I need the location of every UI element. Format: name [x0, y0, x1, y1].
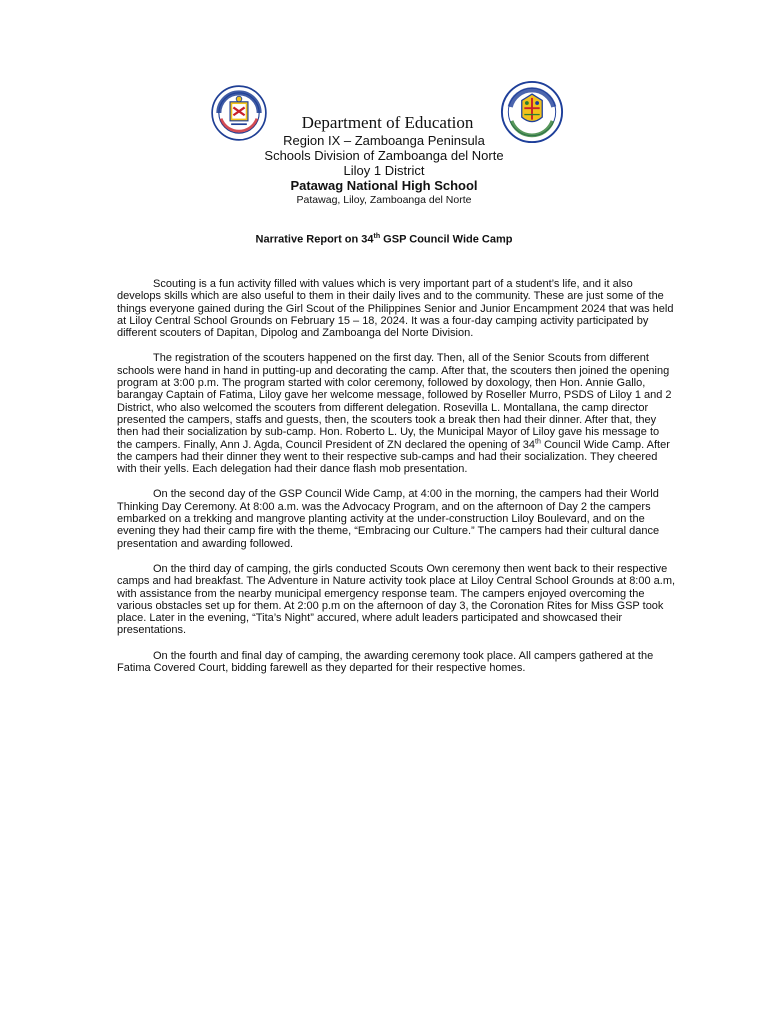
paragraph-2-sup: th [535, 437, 541, 445]
report-title-pre: Narrative Report on 34 [255, 233, 374, 246]
paragraph-2-pre: The registration of the scouters happened on the first day. Then, all of the Senior Scouts from different schools were hand in hand in putting-up and decorating the camp. After that, the scouters then joined the opening program at 3:00 p.m. The program started with color ceremony, followed by doxology, then Hon. Annie Gallo, barangay Captain of Fatima, Liloy gave her welcome message, followed by Roseller Murro, PSDS of Liloy 1 and 2 District, who also welcomed the scouters from different delegation. Rosevilla L. Montallana, the camp director presented the campers, staffs and guests, then, the scouters took a break then had their dinner. After that, they then had their socialization by sub-camp. Hon. Roberto L. Uy, the Municipal Mayor of Liloy gave his message to the campers. Finally, Ann J. Agda, Council President of ZN declared the opening of 34 [117, 352, 672, 451]
region-name: Region IX – Zamboanga Peninsula [283, 133, 485, 148]
report-title-sup: th [373, 233, 381, 240]
paragraph-3: On the second day of the GSP Council Wide Camp, at 4:00 in the morning, the campers had their World Thinking Day Ceremony. At 8:00 a.m. was the Advocacy Program, and on the afternoon of Day 2 the campers embarked on a trekking and mangrove planting activity at the under-construction Liloy Boulevard, and on the evening they had their camp fire with the theme, “Embracing our Culture.” The campers had their cultural dance presentation and awarding followed. [117, 488, 660, 550]
report-title [0, 233, 768, 246]
paragraph-5: On the fourth and final day of camping, the awarding ceremony took place. All campers gathered at the Fatima Covered Court, bidding farewell as they departed for their respective homes. [117, 649, 654, 675]
paragraph-2-post: Council Wide Camp. After the campers had their dinner they went to their respective sub-camps and had their socialization. They cheered with their yells. Each delegation had their dance flash mob presentation. [117, 438, 670, 476]
department-name: Department of Education [301, 113, 474, 132]
report-body [117, 278, 677, 687]
report-title-post: GSP Council Wide Camp [380, 233, 513, 246]
division-name: Schools Division of Zamboanga del Norte [264, 148, 504, 163]
paragraph-2 [117, 352, 677, 475]
school-name: Patawag National High School [290, 178, 478, 193]
district-name: Liloy 1 District [343, 163, 425, 178]
letterhead [0, 113, 768, 207]
paragraph-4: On the third day of camping, the girls conducted Scouts Own ceremony then went back to their respective camps and had breakfast. The Adventure in Nature activity took place at Liloy Central School Grounds at 8:00 a.m, with assistance from the nearby municipal emergency response team. The campers enjoyed overcoming the various obstacles set up for them. At 2:00 p.m on the afternoon of day 3, the Coronation Rites for Miss GSP took place. Later in the evening, “Tita’s Night” accured, where adult leaders participated and showcased their presentations. [117, 562, 676, 637]
school-address: Patawag, Liloy, Zamboanga del Norte [296, 194, 472, 206]
paragraph-1: Scouting is a fun activity filled with values which is very important part of a student’s life, and it also develops skills which are also useful to them in their daily lives and to the community. These are just some of the things everyone gained during the Girl Scout of the Philippines Senior and Junior Encampment 2024 that was held at Liloy Central School Grounds on February 15 – 18, 2024. It was a four-day camping activity participated by different scouters of Dapitan, Dipolog and Zamboanga del Norte Division. [117, 278, 674, 340]
